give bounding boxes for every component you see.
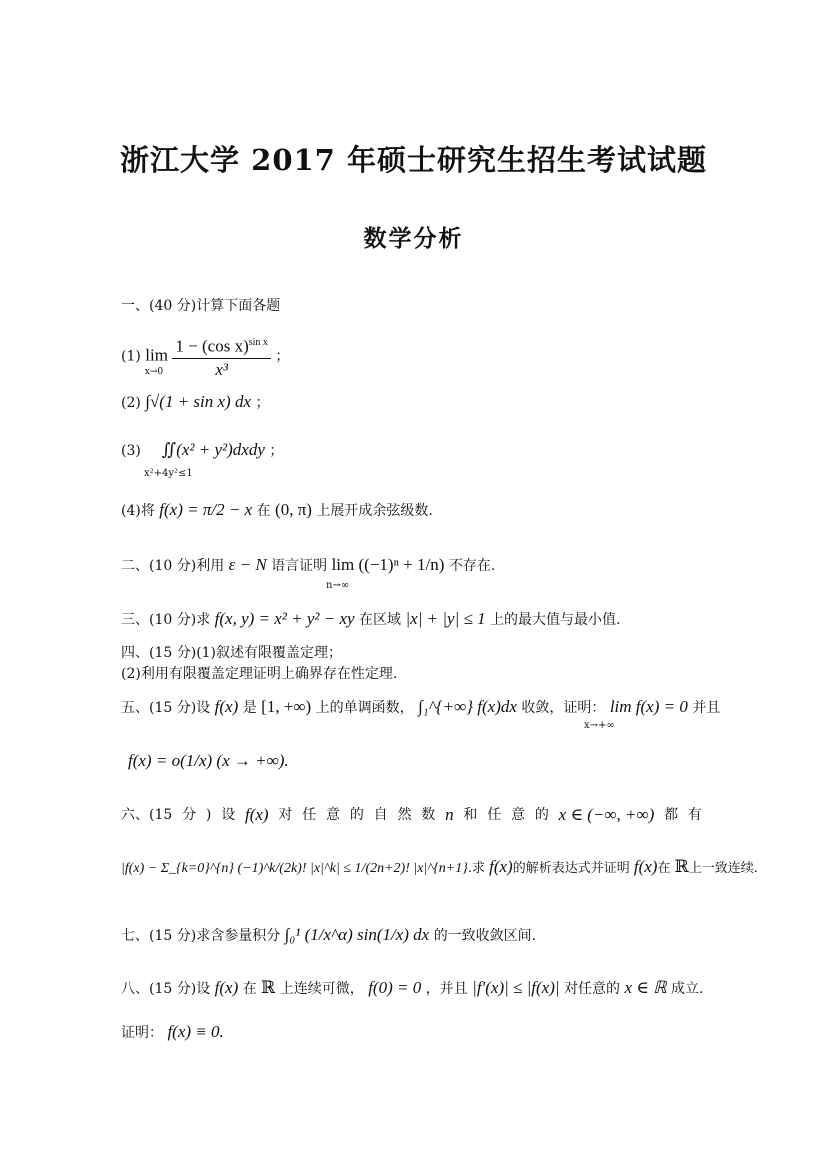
q8-mid4: 对任意的: [564, 981, 621, 997]
q8-end: 成立.: [671, 981, 704, 997]
q1-part4-expr: f(x) = π/2 − x: [159, 500, 253, 519]
q7-expr: ∫₀¹ (1/x^α) sin(1/x) dx: [284, 925, 430, 944]
q6-w9: 自: [373, 807, 388, 823]
q3-end: 上的最大值与最小值.: [490, 612, 621, 628]
q2-mid: 语言证明: [271, 558, 328, 574]
q6-w13: 和: [463, 807, 478, 823]
q6-w4: f(x): [245, 805, 269, 824]
q6-w18: 都: [664, 807, 679, 823]
q8-proof-expr: f(x) ≡ 0.: [167, 1022, 224, 1041]
q8-expr1: f(x): [214, 978, 239, 997]
q6-w17: x ∈ (−∞, +∞): [558, 805, 655, 824]
q1-part2: [121, 392, 727, 413]
q6-end: 上一致连续.: [688, 861, 758, 876]
q5-expr1: f(x): [214, 697, 239, 716]
q6-w5: 对: [278, 807, 293, 823]
q3-mid: 在区域: [359, 612, 402, 628]
q3-expr1: f(x, y) = x² + y² − xy: [214, 609, 355, 628]
q5-expr3: ∫₁^{+∞} f(x)dx: [418, 697, 517, 716]
q5-mid2: 上的单调函数，: [315, 700, 414, 716]
q8-expr2: ℝ: [261, 978, 276, 997]
q8-mid3: ，并且: [425, 981, 468, 997]
q4-line2: (2)利用有限覆盖定理证明上确界存在性定理.: [121, 666, 398, 682]
q6-w16: 的: [534, 807, 549, 823]
q5-expr4: lim f(x) = 0: [609, 697, 688, 716]
q1-part2-expr: ∫√(1 + sin x) dx: [145, 392, 252, 411]
q1-part4-end: 上展开成余弦级数.: [316, 503, 433, 519]
q8-expr3: f(0) = 0: [368, 978, 422, 997]
q5-end: 并且: [692, 700, 721, 716]
q3-expr2: |x| + |y| ≤ 1: [405, 609, 486, 628]
q1-part1-numerator: 1 − (cos x): [175, 336, 249, 356]
q6-w3: 设: [221, 807, 236, 823]
q1-part4-mid: 在: [256, 503, 271, 519]
q1-part4-label: (4)将: [121, 503, 155, 519]
q2-head: 二、(10 分)利用: [121, 558, 225, 574]
q8-expr5: x ∈ ℝ: [624, 978, 667, 997]
q1-part1-label: (1): [121, 348, 141, 365]
q2-expr1: ε − N: [228, 555, 267, 574]
q1-part1-lim-sub: x→0: [144, 367, 164, 378]
q5-mid3: 收敛，证明：: [521, 700, 606, 716]
q8-expr4: |f′(x)| ≤ |f(x)|: [472, 978, 560, 997]
q6-mid3: 在: [657, 861, 671, 876]
q1-part1: [121, 332, 727, 392]
q1-part3-end: ；: [269, 443, 284, 459]
q6-w12: n: [445, 805, 454, 824]
q8-line1: [121, 978, 727, 999]
q8-mid2: 上连续可微，: [279, 981, 364, 997]
q6-w15: 意: [511, 807, 526, 823]
q6-w0: 六、(15: [121, 807, 173, 823]
q7-end: 的一致收敛区间.: [433, 928, 537, 944]
exam-title: 浙江大学 2017 年硕士研究生招生考试试题: [120, 143, 707, 177]
q1-part2-label: (2): [121, 395, 141, 411]
q1-part1-end: ；: [275, 348, 290, 365]
q5-line2: f(x) = o(1/x) (x → +∞).: [128, 751, 289, 770]
q6-inequality: |f(x) − Σ_{k=0}^{n} (−1)^k/(2k)! |x|^k| ≤ 1/(2n+2)! |x|^{n+1}: [121, 861, 468, 876]
q1-part3: [121, 440, 727, 461]
q6-w10: 然: [397, 807, 412, 823]
q6-expr: f(x): [489, 857, 513, 876]
q2: [121, 555, 727, 576]
q2-end: 不存在.: [448, 558, 496, 574]
q1-part1-denominator: x³: [215, 359, 228, 379]
q1-part3-label: (3): [121, 443, 141, 459]
q6-w11: 数: [421, 807, 436, 823]
q1-part3-expr: ∬(x² + y²)dxdy: [161, 440, 265, 459]
q3: [121, 609, 727, 630]
q1-part1-lim: lim: [145, 345, 168, 365]
q5-mid1: 是: [242, 700, 257, 716]
q6-mid: .求: [467, 861, 485, 876]
q3-head: 三、(10 分)求: [121, 612, 211, 628]
q6-w19: 有: [687, 807, 702, 823]
q6-line1: [121, 805, 702, 825]
q6-expr3: ℝ: [674, 857, 689, 876]
q4-line1: 四、(15 分)(1)叙述有限覆盖定理；: [121, 645, 343, 661]
q7-head: 七、(15 分)求含参量积分: [121, 928, 281, 944]
q2-limit-sub: n→∞: [326, 580, 350, 591]
q2-expr2: lim ((−1)ⁿ + 1/n): [331, 555, 445, 574]
q8-line2: [121, 1022, 727, 1043]
q5-limit-sub: x→+∞: [584, 720, 615, 731]
q8-mid1: 在: [242, 981, 257, 997]
q1-heading: 一、(40 分)计算下面各题: [121, 298, 281, 314]
q7: [121, 925, 727, 946]
q6-line2: [121, 857, 758, 879]
q1-part4-interval: (0, π): [275, 500, 312, 519]
q6-w1: 分: [182, 807, 197, 823]
q1-part4: [121, 500, 727, 521]
q5-line1: [121, 697, 727, 718]
q6-mid2: 的解析表达式并证明: [512, 861, 630, 876]
exam-subject: 数学分析: [363, 225, 464, 252]
q1-part1-fraction: [172, 332, 271, 381]
q1-part1-exponent: sin x: [248, 337, 268, 348]
q1-part2-end: ；: [255, 395, 270, 411]
q6-w2: ): [205, 807, 212, 823]
q6-expr2: f(x): [633, 857, 658, 876]
q6-w7: 意: [326, 807, 341, 823]
q6-w14: 任: [487, 807, 502, 823]
q5-expr2: [1, +∞): [261, 697, 312, 716]
q6-w8: 的: [349, 807, 364, 823]
q8-head: 八、(15 分)设: [121, 981, 211, 997]
q8-proof-label: 证明：: [121, 1025, 163, 1041]
q6-w6: 任: [302, 807, 317, 823]
q5-head: 五、(15 分)设: [121, 700, 211, 716]
q1-part3-domain: x²+4y²≤1: [144, 468, 193, 479]
